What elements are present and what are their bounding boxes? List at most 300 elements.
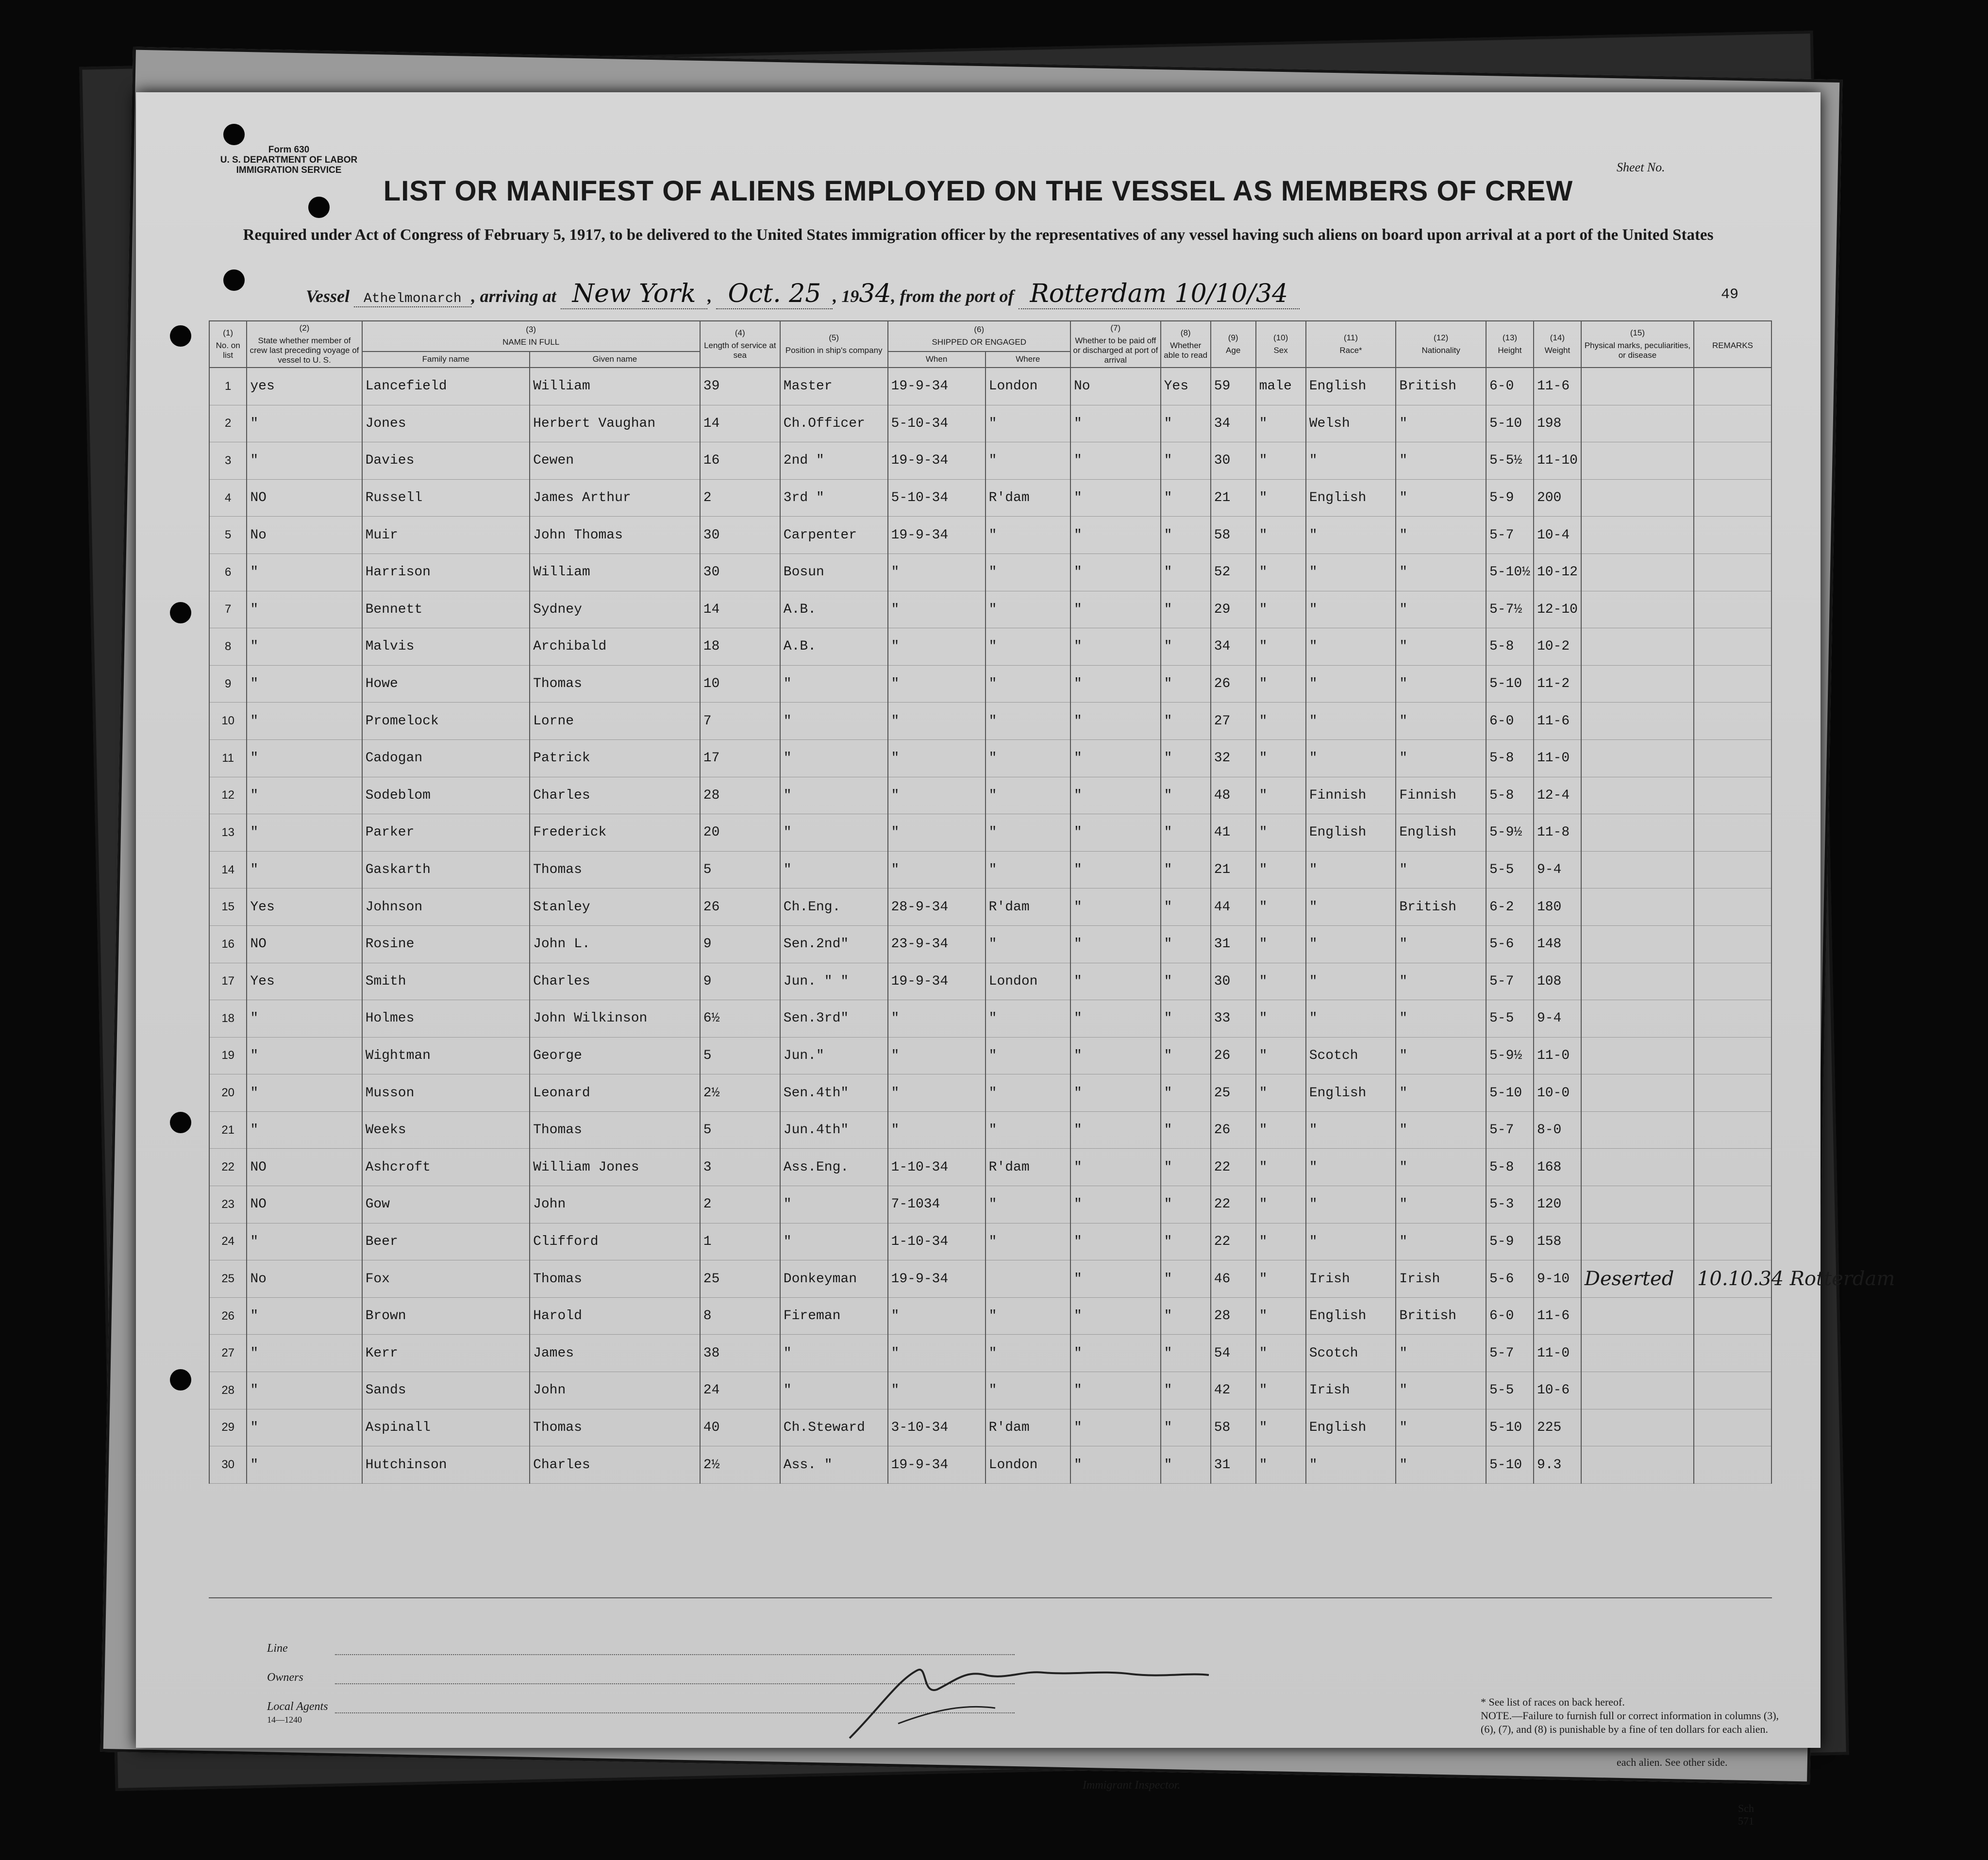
- service-cell: 6½: [700, 1000, 780, 1038]
- nationality-cell: ": [1396, 963, 1486, 1000]
- service-cell: 40: [700, 1409, 780, 1446]
- table-row: [209, 1074, 1771, 1112]
- crew-rows: [209, 368, 1895, 1483]
- crew-manifest-table: [209, 320, 1895, 1484]
- sex-cell: ": [1256, 1260, 1306, 1298]
- paid-off-cell: ": [1070, 777, 1161, 814]
- table-row: [209, 628, 1771, 666]
- shipped-where-cell: ": [986, 628, 1070, 666]
- col-header-given-name: Given name: [530, 352, 700, 368]
- table-row: [209, 777, 1771, 814]
- age-cell: 26: [1211, 665, 1256, 703]
- sex-cell: ": [1256, 1297, 1306, 1335]
- remarks-cell: [1694, 777, 1771, 814]
- inspector-label: Immigrant Inspector.: [1083, 1779, 1181, 1792]
- shipped-when-cell: ": [888, 1297, 986, 1335]
- race-cell: ": [1306, 1149, 1396, 1186]
- position-cell: Jun. " ": [780, 963, 888, 1000]
- position-cell: Bosun: [780, 553, 888, 591]
- col-header-position: (5) Position in ship's company: [780, 321, 888, 368]
- shipped-when-cell: ": [888, 1335, 986, 1372]
- paid-off-cell: ": [1070, 1000, 1161, 1038]
- position-cell: Sen.2nd": [780, 925, 888, 963]
- family-name-cell: Malvis: [362, 628, 530, 666]
- paid-off-cell: ": [1070, 1186, 1161, 1223]
- age-cell: 21: [1211, 479, 1256, 517]
- service-cell: 2½: [700, 1074, 780, 1112]
- sex-cell: ": [1256, 963, 1306, 1000]
- able-to-read-cell: ": [1161, 1037, 1211, 1074]
- family-name-cell: Brown: [362, 1297, 530, 1335]
- age-cell: 33: [1211, 1000, 1256, 1038]
- paid-off-cell: ": [1070, 1223, 1161, 1260]
- race-cell: ": [1306, 925, 1396, 963]
- paid-off-cell: ": [1070, 703, 1161, 740]
- remarks-cell: [1694, 405, 1771, 442]
- service-cell: 17: [700, 739, 780, 777]
- physical-marks-cell: [1581, 1335, 1694, 1372]
- given-name-cell: John Thomas: [530, 517, 700, 554]
- nationality-cell: ": [1396, 925, 1486, 963]
- row-number: 24: [209, 1223, 247, 1260]
- weight-cell: 11-6: [1534, 703, 1581, 740]
- shipped-when-cell: ": [888, 703, 986, 740]
- prev-voyage-cell: ": [247, 1037, 362, 1074]
- age-cell: 26: [1211, 1111, 1256, 1149]
- position-cell: Fireman: [780, 1297, 888, 1335]
- shipped-when-cell: 19-9-34: [888, 1260, 986, 1298]
- race-cell: ": [1306, 851, 1396, 888]
- shipped-when-cell: 1-10-34: [888, 1149, 986, 1186]
- physical-marks-cell: [1581, 703, 1694, 740]
- weight-cell: 198: [1534, 405, 1581, 442]
- shipped-where-cell: London: [986, 963, 1070, 1000]
- age-cell: 59: [1211, 368, 1256, 405]
- row-number: 1: [209, 368, 247, 405]
- inspector-signature: [840, 1651, 1219, 1748]
- col-header-read: (8) Whether able to read: [1161, 321, 1211, 368]
- shipped-where-cell: ": [986, 814, 1070, 852]
- given-name-cell: Thomas: [530, 1409, 700, 1446]
- age-cell: 30: [1211, 963, 1256, 1000]
- physical-marks-cell: [1581, 628, 1694, 666]
- able-to-read-cell: ": [1161, 1372, 1211, 1409]
- row-number: 28: [209, 1372, 247, 1409]
- table-row: [209, 553, 1771, 591]
- weight-cell: 11-2: [1534, 665, 1581, 703]
- age-cell: 58: [1211, 517, 1256, 554]
- prev-voyage-cell: ": [247, 628, 362, 666]
- paid-off-cell: ": [1070, 591, 1161, 628]
- document-subtitle: Required under Act of Congress of February 5, 1917, to be delivered to the United States immigration officer by the representatives of any vessel having such aliens on board upon arrival at a port of the United States: [243, 226, 1714, 244]
- prev-voyage-cell: No: [247, 1260, 362, 1298]
- table-row: [209, 1111, 1771, 1149]
- prev-voyage-cell: ": [247, 442, 362, 480]
- given-name-cell: Thomas: [530, 1260, 700, 1298]
- family-name-cell: Sodeblom: [362, 777, 530, 814]
- height-cell: 6-0: [1486, 1297, 1534, 1335]
- remarks-cell: [1694, 1149, 1771, 1186]
- row-number: 7: [209, 591, 247, 628]
- sex-cell: ": [1256, 1372, 1306, 1409]
- family-name-cell: Ashcroft: [362, 1149, 530, 1186]
- given-name-cell: John: [530, 1372, 700, 1409]
- able-to-read-cell: ": [1161, 814, 1211, 852]
- weight-cell: 11-0: [1534, 1037, 1581, 1074]
- paid-off-cell: ": [1070, 1074, 1161, 1112]
- shipped-when-cell: ": [888, 665, 986, 703]
- service-cell: 28: [700, 777, 780, 814]
- sex-cell: ": [1256, 739, 1306, 777]
- height-cell: 6-0: [1486, 703, 1534, 740]
- age-cell: 34: [1211, 405, 1256, 442]
- table-row: [209, 1186, 1771, 1223]
- position-cell: ": [780, 1335, 888, 1372]
- table-row: [209, 1000, 1771, 1038]
- family-name-cell: Promelock: [362, 703, 530, 740]
- shipped-where-cell: ": [986, 739, 1070, 777]
- weight-cell: 200: [1534, 479, 1581, 517]
- footer-notes: [1481, 1695, 1782, 1769]
- service-cell: 8: [700, 1297, 780, 1335]
- service-cell: 1: [700, 1223, 780, 1260]
- able-to-read-cell: ": [1161, 1223, 1211, 1260]
- row-number: 21: [209, 1111, 247, 1149]
- remarks-cell: [1694, 1037, 1771, 1074]
- paid-off-cell: ": [1070, 814, 1161, 852]
- row-number: 18: [209, 1000, 247, 1038]
- remarks-cell: [1694, 925, 1771, 963]
- position-cell: Ch.Eng.: [780, 888, 888, 926]
- age-cell: 34: [1211, 628, 1256, 666]
- physical-marks-cell: [1581, 591, 1694, 628]
- paid-off-cell: ": [1070, 851, 1161, 888]
- nationality-cell: ": [1396, 851, 1486, 888]
- age-cell: 21: [1211, 851, 1256, 888]
- prev-voyage-cell: Yes: [247, 963, 362, 1000]
- col-header-sex: (10) Sex: [1256, 321, 1306, 368]
- nationality-cell: ": [1396, 1223, 1486, 1260]
- prev-voyage-cell: ": [247, 1223, 362, 1260]
- given-name-cell: Thomas: [530, 851, 700, 888]
- table-row: [209, 1149, 1771, 1186]
- nationality-cell: British: [1396, 888, 1486, 926]
- table-row: [209, 1446, 1771, 1484]
- punch-hole: [223, 269, 245, 291]
- position-cell: Carpenter: [780, 517, 888, 554]
- service-cell: 14: [700, 405, 780, 442]
- height-cell: 6-2: [1486, 888, 1534, 926]
- physical-marks-cell: [1581, 1297, 1694, 1335]
- race-cell: ": [1306, 1186, 1396, 1223]
- table-row: [209, 1409, 1771, 1446]
- physical-marks-cell: [1581, 479, 1694, 517]
- service-name: IMMIGRATION SERVICE: [236, 165, 342, 175]
- service-cell: 2: [700, 479, 780, 517]
- paid-off-cell: No: [1070, 368, 1161, 405]
- shipped-where-cell: ": [986, 851, 1070, 888]
- weight-cell: 10-2: [1534, 628, 1581, 666]
- weight-cell: 10-4: [1534, 517, 1581, 554]
- able-to-read-cell: ": [1161, 442, 1211, 480]
- able-to-read-cell: ": [1161, 888, 1211, 926]
- physical-marks-cell: [1581, 1409, 1694, 1446]
- nationality-cell: ": [1396, 1149, 1486, 1186]
- age-cell: 42: [1211, 1372, 1256, 1409]
- vessel-line: Vessel Athelmonarch , arriving at New York , Oct. 25 , 1934, from the port of Rotterdam 10/10/34: [306, 279, 1300, 309]
- sex-cell: ": [1256, 851, 1306, 888]
- paid-off-cell: ": [1070, 405, 1161, 442]
- physical-marks-cell: [1581, 888, 1694, 926]
- service-cell: 2½: [700, 1446, 780, 1484]
- position-cell: Ch.Officer: [780, 405, 888, 442]
- able-to-read-cell: ": [1161, 1446, 1211, 1484]
- physical-marks-cell: [1581, 368, 1694, 405]
- table-row: [209, 888, 1771, 926]
- race-cell: Finnish: [1306, 777, 1396, 814]
- race-cell: English: [1306, 814, 1396, 852]
- remarks-cell: [1694, 479, 1771, 517]
- sex-cell: ": [1256, 1000, 1306, 1038]
- remarks-cell: [1694, 1297, 1771, 1335]
- shipped-when-cell: ": [888, 1372, 986, 1409]
- physical-marks-cell: [1581, 925, 1694, 963]
- age-cell: 29: [1211, 591, 1256, 628]
- race-cell: English: [1306, 1297, 1396, 1335]
- shipped-when-cell: ": [888, 628, 986, 666]
- paid-off-cell: ": [1070, 479, 1161, 517]
- position-cell: Ass.Eng.: [780, 1149, 888, 1186]
- manifest-sheet: [136, 92, 1895, 1827]
- table-row: [209, 1223, 1771, 1260]
- able-to-read-cell: ": [1161, 1297, 1211, 1335]
- race-cell: ": [1306, 1000, 1396, 1038]
- physical-marks-cell: [1581, 517, 1694, 554]
- weight-cell: 11-10: [1534, 442, 1581, 480]
- remarks-cell: [1694, 703, 1771, 740]
- shipped-where-cell: ": [986, 1037, 1070, 1074]
- arrival-date: Oct. 25: [716, 279, 833, 309]
- sheet-no-label: Sheet No.: [1617, 160, 1665, 174]
- sex-cell: ": [1256, 405, 1306, 442]
- weight-cell: 11-0: [1534, 739, 1581, 777]
- service-cell: 9: [700, 925, 780, 963]
- able-to-read-cell: ": [1161, 1074, 1211, 1112]
- sex-cell: ": [1256, 1037, 1306, 1074]
- weight-cell: 120: [1534, 1186, 1581, 1223]
- given-name-cell: Cewen: [530, 442, 700, 480]
- shipped-when-cell: ": [888, 1074, 986, 1112]
- document-title: LIST OR MANIFEST OF ALIENS EMPLOYED ON THE VESSEL AS MEMBERS OF CREW: [383, 175, 1573, 207]
- age-cell: 22: [1211, 1223, 1256, 1260]
- shipped-when-cell: 19-9-34: [888, 963, 986, 1000]
- row-number: 30: [209, 1446, 247, 1484]
- physical-marks-cell: [1581, 1037, 1694, 1074]
- given-name-cell: Archibald: [530, 628, 700, 666]
- punch-hole: [223, 124, 245, 145]
- given-name-cell: James Arthur: [530, 479, 700, 517]
- shipped-when-cell: 3-10-34: [888, 1409, 986, 1446]
- nationality-cell: ": [1396, 1409, 1486, 1446]
- given-name-cell: William: [530, 368, 700, 405]
- age-cell: 31: [1211, 925, 1256, 963]
- given-name-cell: Harold: [530, 1297, 700, 1335]
- family-name-cell: Johnson: [362, 888, 530, 926]
- agents-code: 14—1240: [267, 1715, 302, 1725]
- row-number: 3: [209, 442, 247, 480]
- height-cell: 6-0: [1486, 368, 1534, 405]
- remarks-cell: [1694, 888, 1771, 926]
- sex-cell: ": [1256, 1335, 1306, 1372]
- table-row: [209, 739, 1771, 777]
- form-identifier: [214, 145, 364, 175]
- nationality-cell: ": [1396, 703, 1486, 740]
- height-cell: 5-7: [1486, 517, 1534, 554]
- sex-cell: ": [1256, 703, 1306, 740]
- row-number: 17: [209, 963, 247, 1000]
- height-cell: 5-8: [1486, 777, 1534, 814]
- able-to-read-cell: ": [1161, 777, 1211, 814]
- weight-cell: 10-6: [1534, 1372, 1581, 1409]
- position-cell: Master: [780, 368, 888, 405]
- nationality-cell: ": [1396, 1074, 1486, 1112]
- paid-off-cell: ": [1070, 1260, 1161, 1298]
- col-header-prev-voyage: (2) State whether member of crew last preceding voyage of vessel to U. S.: [247, 321, 362, 368]
- paid-off-cell: ": [1070, 553, 1161, 591]
- weight-cell: 11-0: [1534, 1335, 1581, 1372]
- able-to-read-cell: ": [1161, 553, 1211, 591]
- local-agents-label: Local Agents: [267, 1700, 328, 1713]
- shipped-where-cell: London: [986, 1446, 1070, 1484]
- race-cell: ": [1306, 591, 1396, 628]
- row-number: 23: [209, 1186, 247, 1223]
- weight-cell: 9-4: [1534, 1000, 1581, 1038]
- nationality-cell: ": [1396, 1335, 1486, 1372]
- given-name-cell: Stanley: [530, 888, 700, 926]
- given-name-cell: James: [530, 1335, 700, 1372]
- physical-marks-cell: [1581, 814, 1694, 852]
- position-cell: ": [780, 665, 888, 703]
- prev-voyage-cell: ": [247, 739, 362, 777]
- paid-off-cell: ": [1070, 665, 1161, 703]
- shipped-where-cell: R'dam: [986, 1409, 1070, 1446]
- service-cell: 30: [700, 517, 780, 554]
- nationality-cell: ": [1396, 1372, 1486, 1409]
- given-name-cell: Clifford: [530, 1223, 700, 1260]
- service-cell: 9: [700, 963, 780, 1000]
- shipped-when-cell: 19-9-34: [888, 368, 986, 405]
- service-cell: 39: [700, 368, 780, 405]
- race-cell: ": [1306, 963, 1396, 1000]
- col-header-shipped: (6) SHIPPED OR ENGAGED: [888, 321, 1070, 352]
- physical-marks-cell: [1581, 1149, 1694, 1186]
- given-name-cell: Patrick: [530, 739, 700, 777]
- family-name-cell: Jones: [362, 405, 530, 442]
- race-cell: ": [1306, 665, 1396, 703]
- race-cell: ": [1306, 628, 1396, 666]
- table-row: [209, 1260, 1771, 1298]
- row-number: 14: [209, 851, 247, 888]
- shipped-where-cell: ": [986, 553, 1070, 591]
- physical-marks-cell: [1581, 851, 1694, 888]
- family-name-cell: Hutchinson: [362, 1446, 530, 1484]
- weight-cell: 8-0: [1534, 1111, 1581, 1149]
- department-name: U. S. DEPARTMENT OF LABOR: [220, 155, 358, 165]
- col-header-where: Where: [986, 352, 1070, 368]
- prev-voyage-cell: ": [247, 1409, 362, 1446]
- sex-cell: ": [1256, 777, 1306, 814]
- race-cell: ": [1306, 1223, 1396, 1260]
- race-cell: Scotch: [1306, 1335, 1396, 1372]
- row-number: 29: [209, 1409, 247, 1446]
- col-header-remarks: REMARKS: [1694, 321, 1771, 368]
- able-to-read-cell: ": [1161, 1000, 1211, 1038]
- prev-voyage-cell: ": [247, 665, 362, 703]
- race-cell: ": [1306, 553, 1396, 591]
- family-name-cell: Bennett: [362, 591, 530, 628]
- service-cell: 18: [700, 628, 780, 666]
- row-number: 22: [209, 1149, 247, 1186]
- table-row: [209, 925, 1771, 963]
- family-name-cell: Davies: [362, 442, 530, 480]
- race-cell: Irish: [1306, 1260, 1396, 1298]
- shipped-where-cell: ": [986, 1223, 1070, 1260]
- col-header-no: (1) No. on list: [209, 321, 247, 368]
- shipped-where-cell: ": [986, 1000, 1070, 1038]
- able-to-read-cell: ": [1161, 851, 1211, 888]
- prev-voyage-cell: ": [247, 1297, 362, 1335]
- age-cell: 46: [1211, 1260, 1256, 1298]
- sex-cell: ": [1256, 553, 1306, 591]
- age-cell: 28: [1211, 1297, 1256, 1335]
- family-name-cell: Wightman: [362, 1037, 530, 1074]
- height-cell: 5-5: [1486, 1000, 1534, 1038]
- paid-off-cell: ": [1070, 1297, 1161, 1335]
- remarks-cell: [1694, 665, 1771, 703]
- height-cell: 5-8: [1486, 739, 1534, 777]
- service-cell: 26: [700, 888, 780, 926]
- row-number: 9: [209, 665, 247, 703]
- able-to-read-cell: Yes: [1161, 368, 1211, 405]
- col-header-when: When: [888, 352, 986, 368]
- remarks-cell: [1694, 1446, 1771, 1484]
- physical-marks-cell: [1581, 777, 1694, 814]
- position-cell: 2nd ": [780, 442, 888, 480]
- nationality-cell: ": [1396, 665, 1486, 703]
- height-cell: 5-7: [1486, 1335, 1534, 1372]
- paid-off-cell: ": [1070, 1111, 1161, 1149]
- punch-hole: [170, 1369, 191, 1391]
- remarks-cell: [1694, 1335, 1771, 1372]
- shipped-when-cell: ": [888, 553, 986, 591]
- prev-voyage-cell: NO: [247, 1186, 362, 1223]
- table-row: [209, 703, 1771, 740]
- able-to-read-cell: ": [1161, 1409, 1211, 1446]
- nationality-cell: ": [1396, 479, 1486, 517]
- row-number: 11: [209, 739, 247, 777]
- sex-cell: ": [1256, 888, 1306, 926]
- table-row: [209, 442, 1771, 480]
- remarks-cell: [1694, 628, 1771, 666]
- race-cell: Irish: [1306, 1372, 1396, 1409]
- nationality-cell: Irish: [1396, 1260, 1486, 1298]
- paid-off-cell: ": [1070, 1372, 1161, 1409]
- position-cell: A.B.: [780, 591, 888, 628]
- table-row: [209, 405, 1771, 442]
- family-name-cell: Lancefield: [362, 368, 530, 405]
- remarks-cell: [1694, 1223, 1771, 1260]
- nationality-cell: ": [1396, 1000, 1486, 1038]
